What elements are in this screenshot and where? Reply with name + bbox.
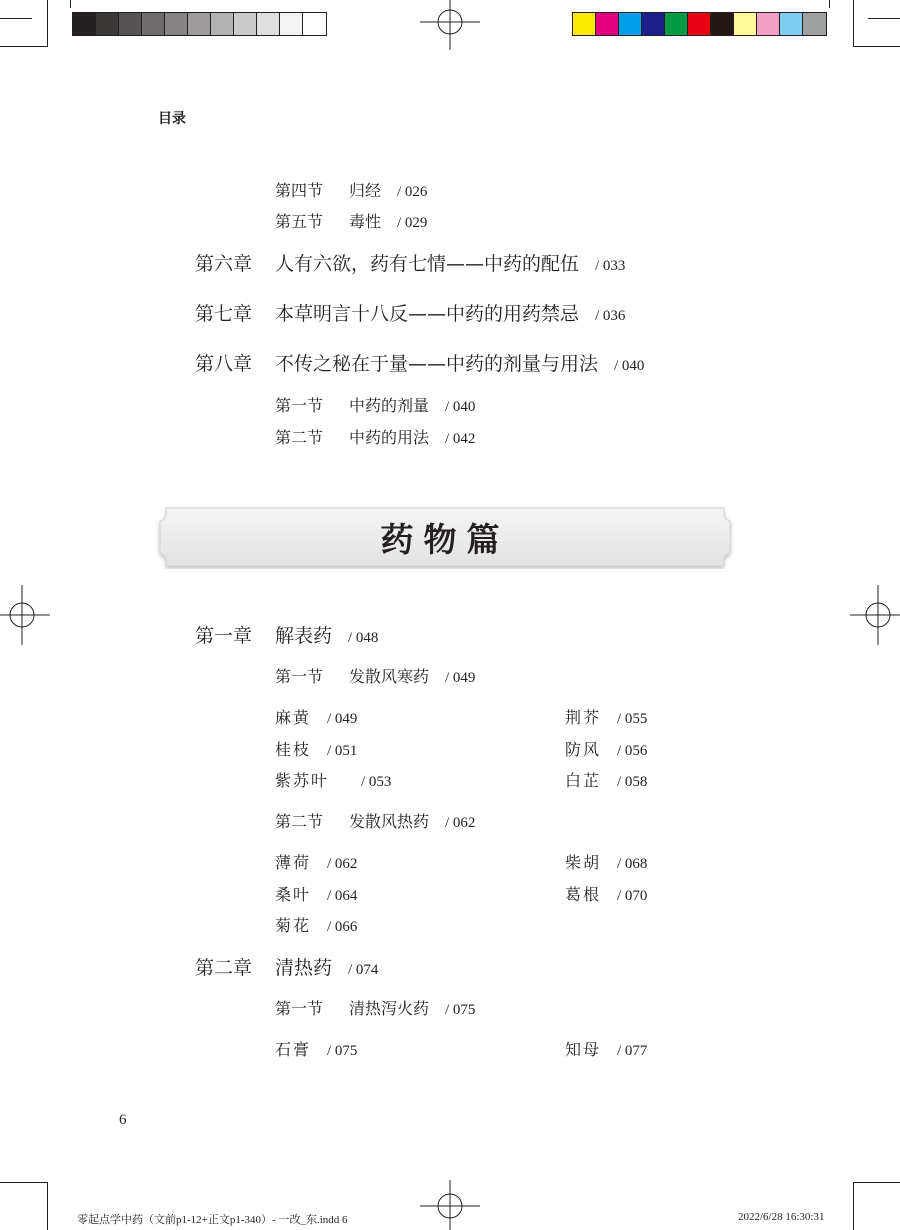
entry-number: 第二节: [275, 812, 324, 831]
entry-title: 发散风热药: [349, 812, 430, 831]
entry-number: 第五节: [275, 212, 324, 231]
page-number: 6: [119, 1112, 127, 1128]
process-color-swatch: [688, 13, 711, 35]
entry-page: / 036: [595, 308, 626, 324]
toc-herb-entry[interactable]: [275, 850, 357, 873]
process-color-swatch: [642, 13, 665, 35]
entry-number: 第八章: [195, 353, 253, 375]
entry-page: / 033: [595, 258, 626, 274]
entry-page: / 077: [617, 1043, 648, 1059]
toc-chapter-entry[interactable]: [195, 299, 625, 326]
toc-herb-entry[interactable]: [565, 705, 647, 728]
entry-title: 本草明言十八反——中药的用药禁忌: [275, 303, 580, 325]
registration-mark-left: [0, 585, 50, 645]
toc-herb-entry[interactable]: [275, 705, 357, 728]
entry-title: 桂枝: [275, 740, 312, 759]
process-color-swatch: [780, 13, 803, 35]
gray-swatch: [257, 13, 280, 35]
part-banner: [156, 505, 734, 569]
gray-swatch: [188, 13, 211, 35]
entry-page: / 042: [445, 431, 476, 447]
entry-page: / 048: [348, 630, 379, 646]
entry-number: 第一节: [275, 667, 324, 686]
process-color-swatch: [711, 13, 734, 35]
entry-title: 中药的用法: [349, 428, 430, 447]
toc-section-entry[interactable]: [275, 209, 427, 232]
gray-swatch: [119, 13, 142, 35]
process-color-swatch: [757, 13, 780, 35]
gray-swatch: [165, 13, 188, 35]
entry-number: 第一章: [195, 625, 253, 647]
entry-page: / 049: [327, 711, 358, 727]
registration-mark-bottom: [420, 1180, 480, 1230]
toc-chapter-entry[interactable]: [195, 953, 378, 980]
print-slug-filename: 零起点学中药（文前p1-12+正文p1-340）- 一改_东.indd 6: [77, 1214, 348, 1226]
entry-title: 薄荷: [275, 853, 312, 872]
entry-title: 清热药: [275, 957, 333, 979]
grayscale-color-bar: [72, 12, 327, 36]
entry-title: 归经: [349, 181, 382, 200]
entry-page: / 053: [361, 774, 392, 790]
toc-herb-entry[interactable]: [275, 768, 391, 791]
toc-herb-entry[interactable]: [275, 882, 357, 905]
gray-swatch: [280, 13, 303, 35]
entry-title: 清热泻火药: [349, 999, 430, 1018]
entry-title: 中药的剂量: [349, 396, 430, 415]
entry-number: 第一节: [275, 999, 324, 1018]
process-color-swatch: [619, 13, 642, 35]
entry-number: 第七章: [195, 303, 253, 325]
entry-page: / 074: [348, 962, 379, 978]
gray-swatch: [73, 13, 96, 35]
toc-herb-entry[interactable]: [275, 913, 357, 936]
entry-title: 荆芥: [565, 708, 602, 727]
entry-title: 毒性: [349, 212, 382, 231]
toc-section-entry[interactable]: [275, 178, 427, 201]
gray-swatch: [142, 13, 165, 35]
toc-section-entry[interactable]: [275, 809, 475, 832]
entry-page: / 040: [445, 399, 476, 415]
entry-title: 桑叶: [275, 885, 312, 904]
entry-number: 第二章: [195, 957, 253, 979]
toc-section-entry[interactable]: [275, 996, 475, 1019]
toc-herb-entry[interactable]: [565, 768, 647, 791]
entry-number: 第一节: [275, 396, 324, 415]
entry-number: 第四节: [275, 181, 324, 200]
entry-page: / 026: [397, 184, 428, 200]
toc-herb-entry[interactable]: [565, 737, 647, 760]
toc-section-entry[interactable]: [275, 393, 475, 416]
part-title: 药物篇: [380, 519, 510, 559]
gray-swatch: [234, 13, 257, 35]
entry-title: 葛根: [565, 885, 602, 904]
toc-herb-entry[interactable]: [275, 737, 357, 760]
gray-swatch: [211, 13, 234, 35]
entry-title: 发散风寒药: [349, 667, 430, 686]
print-slug-timestamp: 2022/6/28 16:30:31: [738, 1211, 825, 1223]
entry-title: 知母: [565, 1040, 602, 1059]
toc-section-entry[interactable]: [275, 664, 475, 687]
toc-herb-entry[interactable]: [565, 1037, 647, 1060]
entry-page: / 062: [327, 856, 358, 872]
entry-page: / 062: [445, 815, 476, 831]
entry-page: / 051: [327, 743, 358, 759]
toc-chapter-entry[interactable]: [195, 621, 378, 648]
process-color-swatch: [734, 13, 757, 35]
entry-title: 解表药: [275, 625, 333, 647]
registration-mark-top: [420, 0, 480, 50]
entry-title: 防风: [565, 740, 602, 759]
entry-title: 麻黄: [275, 708, 312, 727]
entry-page: / 066: [327, 919, 358, 935]
toc-chapter-entry[interactable]: [195, 249, 625, 276]
process-color-bar: [572, 12, 827, 36]
entry-title: 白芷: [565, 771, 602, 790]
running-head: 目录: [158, 111, 186, 127]
entry-page: / 056: [617, 743, 648, 759]
process-color-swatch: [573, 13, 596, 35]
gray-swatch: [303, 13, 326, 35]
toc-herb-entry[interactable]: [565, 882, 647, 905]
entry-page: / 040: [614, 358, 645, 374]
toc-herb-entry[interactable]: [565, 850, 647, 873]
entry-page: / 058: [617, 774, 648, 790]
entry-title: 菊花: [275, 916, 312, 935]
entry-page: / 075: [445, 1002, 476, 1018]
entry-title: 不传之秘在于量——中药的剂量与用法: [275, 353, 599, 375]
registration-mark-right: [850, 585, 900, 645]
toc-section-entry[interactable]: [275, 425, 475, 448]
entry-title: 人有六欲，药有七情——中药的配伍: [275, 253, 580, 275]
gray-swatch: [96, 13, 119, 35]
entry-page: / 064: [327, 888, 358, 904]
entry-page: / 068: [617, 856, 648, 872]
process-color-swatch: [665, 13, 688, 35]
entry-page: / 049: [445, 670, 476, 686]
toc-chapter-entry[interactable]: [195, 349, 644, 376]
entry-page: / 075: [327, 1043, 358, 1059]
entry-number: 第六章: [195, 253, 253, 275]
entry-number: 第二节: [275, 428, 324, 447]
entry-page: / 029: [397, 215, 428, 231]
entry-page: / 055: [617, 711, 648, 727]
process-color-swatch: [596, 13, 619, 35]
entry-page: / 070: [617, 888, 648, 904]
process-color-swatch: [803, 13, 826, 35]
entry-title: 柴胡: [565, 853, 602, 872]
entry-title: 紫苏叶: [275, 771, 330, 790]
toc-herb-entry[interactable]: [275, 1037, 357, 1060]
entry-title: 石膏: [275, 1040, 312, 1059]
